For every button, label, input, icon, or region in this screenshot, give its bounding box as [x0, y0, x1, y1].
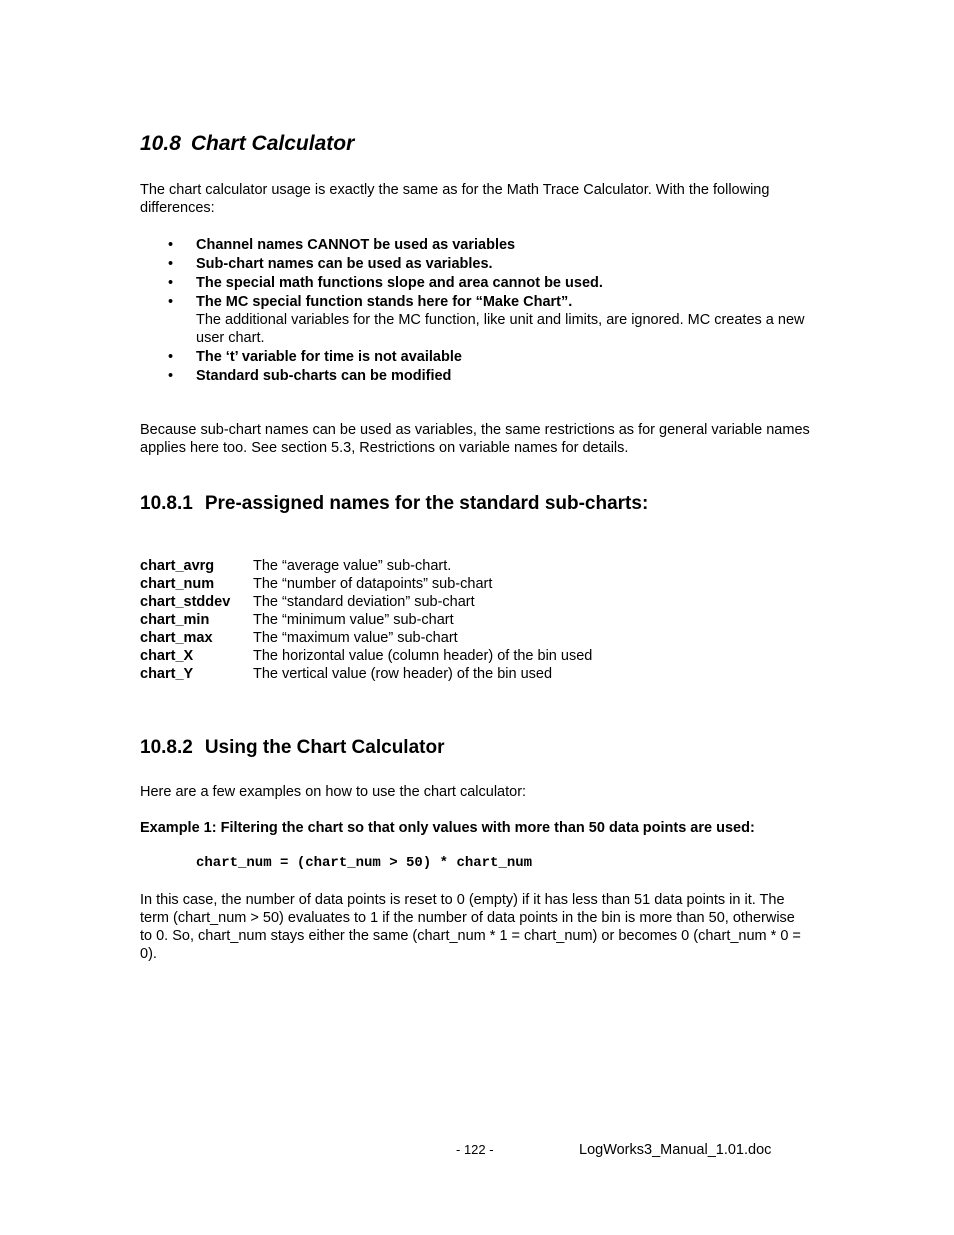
list-item — [168, 255, 808, 273]
table-row — [140, 575, 592, 593]
subchart-name: chart_num — [140, 576, 215, 592]
example-heading: Example 1: Filtering the chart so that only values with more than 50 data points are used: — [140, 820, 755, 836]
subchart-description: The “minimum value” sub-chart — [253, 612, 454, 628]
bullet: • — [168, 294, 174, 310]
table-row — [140, 665, 592, 683]
table-row — [140, 611, 592, 629]
bullet: • — [168, 256, 174, 272]
subsection-heading — [140, 737, 444, 759]
table-row — [140, 557, 592, 575]
subchart-name: chart_avrg — [140, 558, 215, 574]
intro-paragraph: The chart calculator usage is exactly the same as for the Math Trace Calculator. With the following differences: — [140, 182, 770, 216]
bullet: • — [168, 349, 174, 365]
subchart-description: The “number of datapoints” sub-chart — [253, 576, 493, 592]
subsection-title: Using the Chart Calculator — [204, 737, 445, 758]
table-row — [140, 629, 592, 647]
restrictions-paragraph: Because sub-chart names can be used as variables, the same restrictions as for general variable names applies here too. See section 5.3, Restrictions on variable names for details. — [140, 422, 810, 456]
list-item-text: The special math functions slope and area cannot be used. — [196, 275, 603, 291]
list-item-subtext: The additional variables for the MC function, like unit and limits, are ignored. MC creates a new user chart. — [196, 312, 805, 346]
list-item — [168, 236, 808, 254]
subchart-name: chart_max — [140, 630, 213, 646]
subchart-name: chart_stddev — [140, 594, 231, 610]
list-item-text: Standard sub-charts can be modified — [196, 368, 452, 384]
subsection-number: 10.8.1 — [140, 493, 193, 514]
page-number: - 122 - — [456, 1142, 494, 1157]
subchart-name: chart_min — [140, 612, 210, 628]
subchart-description: The “average value” sub-chart. — [253, 558, 452, 574]
differences-list — [168, 236, 808, 386]
table-row — [140, 647, 592, 665]
subchart-description: The “standard deviation” sub-chart — [253, 594, 475, 610]
subsection-title: Pre-assigned names for the standard sub-charts: — [204, 493, 649, 514]
section-heading — [140, 132, 354, 156]
document-name: LogWorks3_Manual_1.01.doc — [579, 1142, 772, 1158]
subsection-heading — [140, 493, 648, 515]
list-item-text: The ‘t’ variable for time is not available — [196, 349, 462, 365]
list-item — [168, 293, 808, 347]
subchart-name: chart_Y — [140, 666, 194, 682]
subsection-number: 10.8.2 — [140, 737, 193, 758]
section-title: Chart Calculator — [190, 132, 355, 155]
subchart-description: The vertical value (row header) of the bin used — [253, 666, 553, 682]
list-item — [168, 348, 808, 366]
subchart-names-table — [140, 557, 592, 683]
list-item-text: Sub-chart names can be used as variables. — [196, 256, 493, 272]
section-number: 10.8 — [140, 132, 181, 155]
subchart-description: The “maximum value” sub-chart — [253, 630, 458, 646]
subchart-description: The horizontal value (column header) of the bin used — [253, 648, 593, 664]
list-item — [168, 367, 808, 385]
code-example: chart_num = (chart_num > 50) * chart_num — [196, 855, 533, 871]
subchart-name: chart_X — [140, 648, 194, 664]
list-item — [168, 274, 808, 292]
bullet: • — [168, 275, 174, 291]
list-item-text: Channel names CANNOT be used as variables — [196, 237, 516, 253]
table-row — [140, 593, 592, 611]
examples-intro: Here are a few examples on how to use the chart calculator: — [140, 784, 527, 800]
example-explanation: In this case, the number of data points is reset to 0 (empty) if it has less than 51 data points in it. The term (chart_num > 50) evaluates to 1 if the number of data points in the bin is more than 50, otherwise to 0. So, chart_num stays either the same (chart_num * 1 = chart_num) or becomes 0 (chart_num * 0 = 0). — [140, 892, 801, 962]
bullet: • — [168, 237, 174, 253]
list-item-text: The MC special function stands here for “Make Chart”. — [196, 294, 573, 310]
bullet: • — [168, 368, 174, 384]
